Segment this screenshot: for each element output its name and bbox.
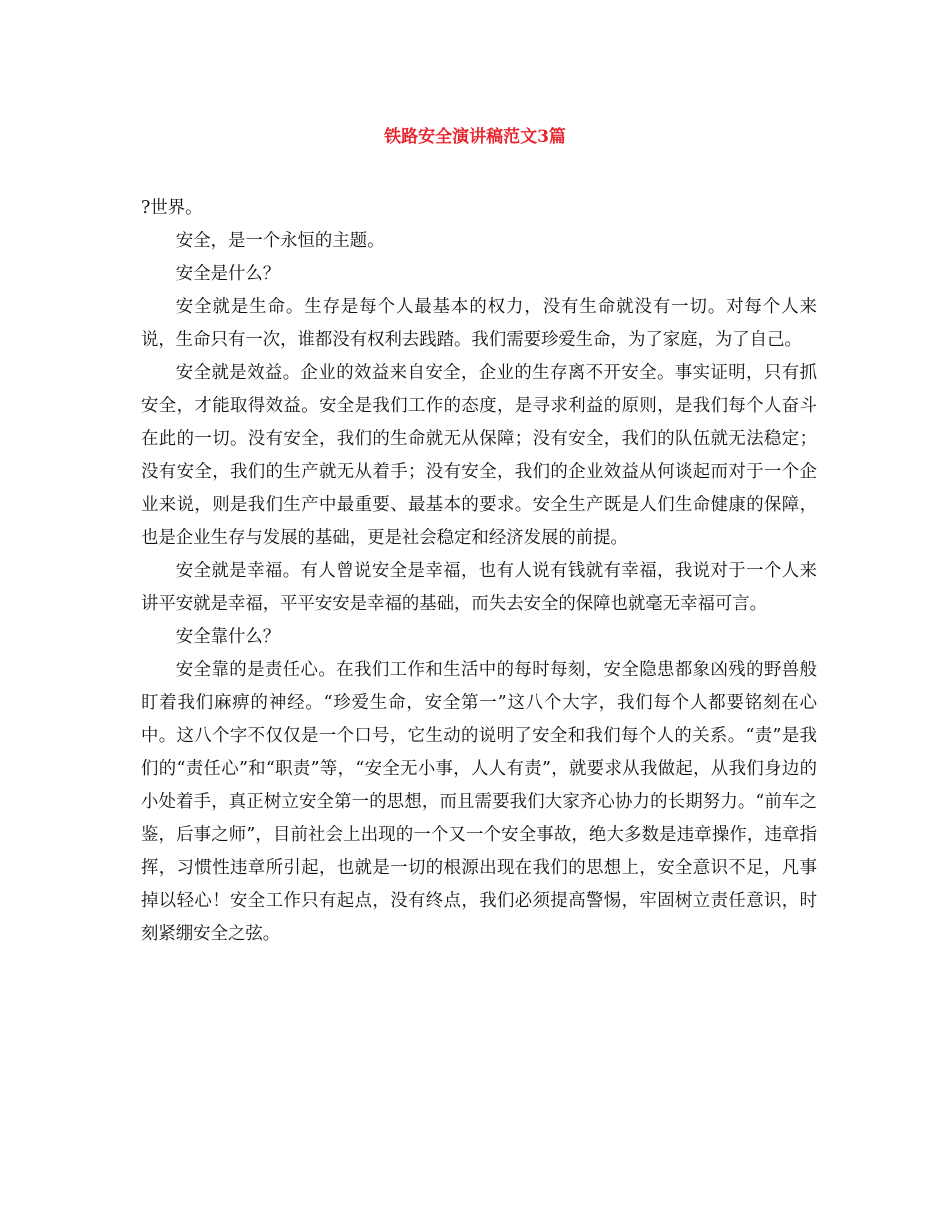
document-title: 铁路安全演讲稿范文3篇 bbox=[384, 127, 566, 147]
paragraph-7: 安全靠什么？ bbox=[175, 627, 281, 647]
paragraph-3: 安全是什么？ bbox=[175, 264, 281, 284]
paragraph-2: 安全，是一个永恒的主题。 bbox=[175, 231, 385, 251]
document-body bbox=[141, 192, 817, 951]
paragraph-5: 安全就是效益。企业的效益来自安全，企业的生存离不开安全。事实证明，只有抓安全，才能取得效益。安全是我们工作的态度，是寻求利益的原则，是我们每个人奋斗在此的一切。没有安全，我们的生命就无从保障；没有安全，我们的队伍就无法稳定；没有安全，我们的生产就无从着手；没有安全，我们的企业效益从何谈起而对于一个企业来说，则是我们生产中最重要、最基本的要求。安全生产既是人们生命健康的保障，也是企业生存与发展的基础，更是社会稳定和经济发展的前提。 bbox=[141, 363, 817, 548]
paragraph-1: ?世界。 bbox=[141, 198, 203, 218]
paragraph-8: 安全靠的是责任心。在我们工作和生活中的每时每刻，安全隐患都象凶残的野兽般盯着我们麻痹的神经。“珍爱生命，安全第一”这八个大字，我们每个人都要铭刻在心中。这八个字不仅仅是一个口号，它生动的说明了安全和我们每个人的关系。“责”是我们的“责任心”和“职责”等，“安全无小事，人人有责”，就要求从我做起，从我们身边的小处着手，真正树立安全第一的思想，而且需要我们大家齐心协力的长期努力。“前车之鉴，后事之师”，目前社会上出现的一个又一个安全事故，绝大多数是违章操作，违章指挥，习惯性违章所引起，也就是一切的根源出现在我们的思想上，安全意识不足，凡事掉以轻心！安全工作只有起点，没有终点，我们必须提高警惕，牢固树立责任意识，时刻紧绷安全之弦。 bbox=[141, 660, 817, 944]
paragraph-4: 安全就是生命。生存是每个人最基本的权力，没有生命就没有一切。对每个人来说，生命只有一次，谁都没有权利去践踏。我们需要珍爱生命，为了家庭，为了自己。 bbox=[141, 297, 817, 350]
paragraph-6: 安全就是幸福。有人曾说安全是幸福，也有人说有钱就有幸福，我说对于一个人来讲平安就是幸福，平平安安是幸福的基础，而失去安全的保障也就毫无幸福可言。 bbox=[141, 561, 817, 614]
